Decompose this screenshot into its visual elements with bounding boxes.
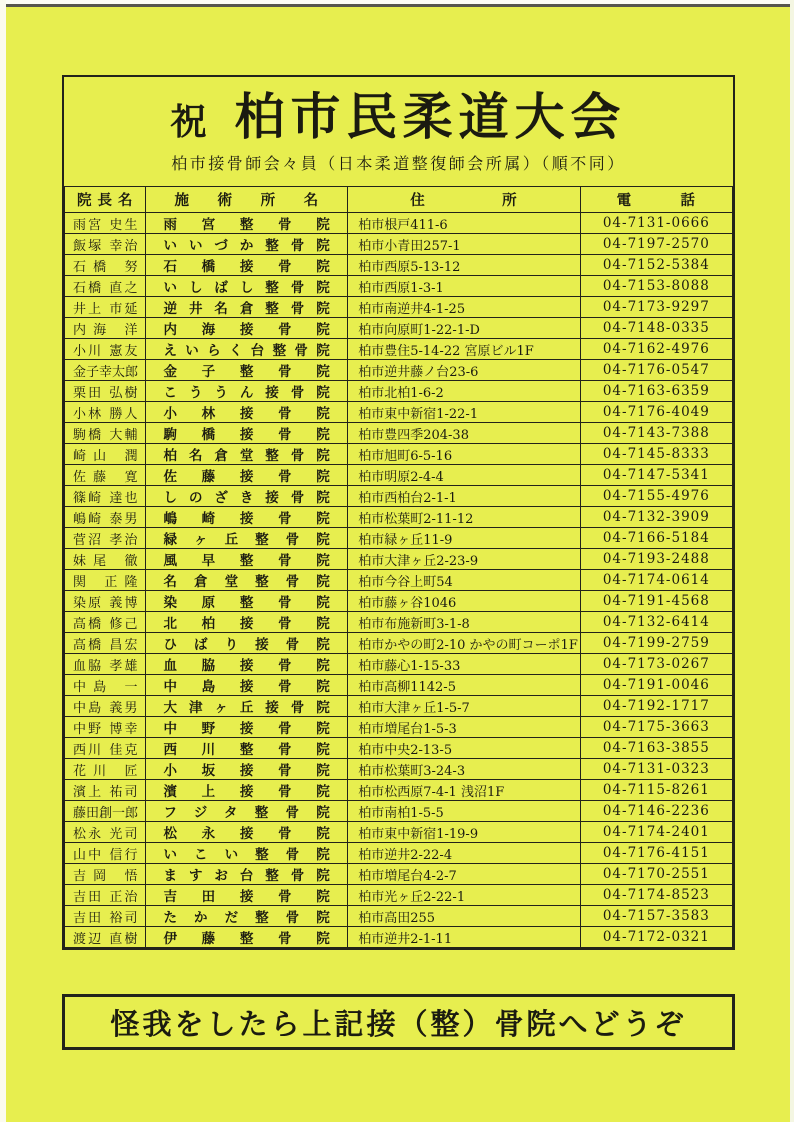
phone-cell: 04-7148-0335 [580,318,732,339]
flyer-main-box [62,75,735,950]
col-header-phone: 電話 [580,187,732,213]
clinic-cell: 中島接骨院 [146,675,348,696]
clinic-cell: 緑ヶ丘整骨院 [146,528,348,549]
table-row [65,381,733,402]
director-cell: 染原 義博 [65,591,146,612]
table-row [65,864,733,885]
clinic-cell: いしばし整骨院 [146,276,348,297]
col-header-address: 住所 [348,187,580,213]
address-cell: 柏市松葉町3-24-3 [348,759,580,780]
table-row [65,591,733,612]
phone-cell: 04-7153-8088 [580,276,732,297]
table-row [65,822,733,843]
table-row [65,318,733,339]
table-row [65,885,733,906]
director-cell: 吉田 裕司 [65,906,146,927]
director-cell: 篠崎 達也 [65,486,146,507]
director-cell: 栗田 弘樹 [65,381,146,402]
address-cell: 柏市光ヶ丘2-22-1 [348,885,580,906]
director-cell: 内海 洋 [65,318,146,339]
director-cell: 渡辺 直樹 [65,927,146,948]
clinic-cell: フジタ整骨院 [146,801,348,822]
phone-cell: 04-7174-8523 [580,885,732,906]
table-row [65,528,733,549]
phone-cell: 04-7163-6359 [580,381,732,402]
phone-cell: 04-7176-4049 [580,402,732,423]
address-cell: 柏市逆井2-22-4 [348,843,580,864]
clinic-cell: 中野接骨院 [146,717,348,738]
footer-banner: 怪我をしたら上記接（整）骨院へどうぞ [62,994,735,1050]
phone-cell: 04-7131-0323 [580,759,732,780]
clinic-cell: 佐藤接骨院 [146,465,348,486]
clinic-cell: 西川整骨院 [146,738,348,759]
phone-cell: 04-7193-2488 [580,549,732,570]
col-header-clinic: 施術所名 [146,187,348,213]
clinic-cell: しのざき接骨院 [146,486,348,507]
phone-cell: 04-7173-9297 [580,297,732,318]
address-cell: 柏市布施新町3-1-8 [348,612,580,633]
table-row [65,633,733,654]
director-cell: 駒橋 大輔 [65,423,146,444]
phone-cell: 04-7163-3855 [580,738,732,759]
address-cell: 柏市緑ヶ丘11-9 [348,528,580,549]
director-cell: 血脇 孝雄 [65,654,146,675]
clinic-cell: 逆井名倉整骨院 [146,297,348,318]
clinic-cell: 名倉堂整骨院 [146,570,348,591]
clinic-table [64,186,733,948]
address-cell: 柏市増尾台1-5-3 [348,717,580,738]
phone-cell: 04-7147-5341 [580,465,732,486]
clinic-cell: 雨宮整骨院 [146,213,348,234]
address-cell: 柏市東中新宿1-19-9 [348,822,580,843]
address-cell: 柏市松西原7-4-1 浅沼1F [348,780,580,801]
director-cell: 中野 博幸 [65,717,146,738]
address-cell: 柏市大津ヶ丘2-23-9 [348,549,580,570]
table-row [65,675,733,696]
phone-cell: 04-7115-8261 [580,780,732,801]
address-cell: 柏市根戸411-6 [348,213,580,234]
phone-cell: 04-7174-0614 [580,570,732,591]
clinic-cell: 嶋崎接骨院 [146,507,348,528]
director-cell: 高橋 修己 [65,612,146,633]
address-cell: 柏市今谷上町54 [348,570,580,591]
table-row [65,801,733,822]
phone-cell: 04-7170-2551 [580,864,732,885]
address-cell: 柏市松葉町2-11-12 [348,507,580,528]
clinic-cell: ひばり接骨院 [146,633,348,654]
table-row [65,339,733,360]
scan-edge-top [0,0,794,7]
table-row [65,402,733,423]
clinic-cell: 小坂接骨院 [146,759,348,780]
clinic-cell: こううん接骨院 [146,381,348,402]
address-cell: 柏市逆井藤ノ台23-6 [348,360,580,381]
clinic-cell: いこい整骨院 [146,843,348,864]
page-title: 柏市民柔道大会 [234,88,627,146]
clinic-cell: 駒橋接骨院 [146,423,348,444]
phone-cell: 04-7192-1717 [580,696,732,717]
phone-cell: 04-7155-4976 [580,486,732,507]
director-cell: 妹尾 徹 [65,549,146,570]
director-cell: 佐藤 寛 [65,465,146,486]
phone-cell: 04-7197-2570 [580,234,732,255]
table-row [65,654,733,675]
phone-cell: 04-7175-3663 [580,717,732,738]
clinic-cell: 小林接骨院 [146,402,348,423]
phone-cell: 04-7176-0547 [580,360,732,381]
clinic-cell: ますお台整骨院 [146,864,348,885]
table-row [65,843,733,864]
address-cell: 柏市西原5-13-12 [348,255,580,276]
clinic-cell: 内海接骨院 [146,318,348,339]
director-cell: 中島 一 [65,675,146,696]
director-cell: 菅沼 孝治 [65,528,146,549]
director-cell: 花川 匠 [65,759,146,780]
table-row [65,444,733,465]
address-cell: 柏市藤ヶ谷1046 [348,591,580,612]
table-row [65,738,733,759]
scan-edge-left [0,0,6,1122]
address-cell: 柏市北柏1-6-2 [348,381,580,402]
table-row [65,717,733,738]
table-row [65,423,733,444]
director-cell: 中島 義男 [65,696,146,717]
phone-cell: 04-7176-4151 [580,843,732,864]
table-row [65,255,733,276]
address-cell: 柏市小青田257-1 [348,234,580,255]
phone-cell: 04-7191-4568 [580,591,732,612]
director-cell: 小林 勝人 [65,402,146,423]
table-row [65,549,733,570]
table-row [65,507,733,528]
table-row [65,297,733,318]
clinic-cell: 染原整骨院 [146,591,348,612]
phone-cell: 04-7132-6414 [580,612,732,633]
title-section [64,88,733,146]
director-cell: 崎山 潤 [65,444,146,465]
table-row [65,927,733,948]
phone-cell: 04-7157-3583 [580,906,732,927]
address-cell: 柏市中央2-13-5 [348,738,580,759]
phone-cell: 04-7152-5384 [580,255,732,276]
director-cell: 雨宮 史生 [65,213,146,234]
table-row [65,759,733,780]
director-cell: 濱上 祐司 [65,780,146,801]
address-cell: 柏市西原1-3-1 [348,276,580,297]
address-cell: 柏市大津ヶ丘1-5-7 [348,696,580,717]
phone-cell: 04-7174-2401 [580,822,732,843]
director-cell: 小川 憲友 [65,339,146,360]
address-cell: 柏市明原2-4-4 [348,465,580,486]
clinic-cell: 大津ヶ丘接骨院 [146,696,348,717]
clinic-table-body [65,213,733,948]
phone-cell: 04-7143-7388 [580,423,732,444]
address-cell: 柏市東中新宿1-22-1 [348,402,580,423]
director-cell: 西川 佳克 [65,738,146,759]
table-row [65,612,733,633]
phone-cell: 04-7162-4976 [580,339,732,360]
phone-cell: 04-7131-0666 [580,213,732,234]
table-row [65,465,733,486]
clinic-cell: 柏名倉堂整骨院 [146,444,348,465]
header-row [65,187,733,213]
director-cell: 藤田創一郎 [65,801,146,822]
clinic-cell: えいらく台整骨院 [146,339,348,360]
director-cell: 石橋 努 [65,255,146,276]
address-cell: 柏市旭町6-5-16 [348,444,580,465]
clinic-cell: 血脇接骨院 [146,654,348,675]
address-cell: 柏市かやの町2-10 かやの町コーポ1F [348,633,580,654]
address-cell: 柏市高柳1142-5 [348,675,580,696]
address-cell: 柏市増尾台4-2-7 [348,864,580,885]
clinic-cell: 金子整骨院 [146,360,348,381]
address-cell: 柏市西柏台2-1-1 [348,486,580,507]
phone-cell: 04-7191-0046 [580,675,732,696]
director-cell: 山中 信行 [65,843,146,864]
clinic-cell: 石橋接骨院 [146,255,348,276]
col-header-director: 院長名 [65,187,146,213]
address-cell: 柏市豊住5-14-22 宮原ビル1F [348,339,580,360]
director-cell: 嶋崎 泰男 [65,507,146,528]
phone-cell: 04-7166-5184 [580,528,732,549]
clinic-cell: たかだ整骨院 [146,906,348,927]
address-cell: 柏市向原町1-22-1-D [348,318,580,339]
table-row [65,780,733,801]
phone-cell: 04-7199-2759 [580,633,732,654]
clinic-cell: 吉田接骨院 [146,885,348,906]
phone-cell: 04-7172-0321 [580,927,732,948]
director-cell: 井上 市延 [65,297,146,318]
clinic-table-header [65,187,733,213]
table-row [65,234,733,255]
address-cell: 柏市藤心1-15-33 [348,654,580,675]
clinic-cell: いいづか整骨院 [146,234,348,255]
table-row [65,360,733,381]
clinic-cell: 伊藤整骨院 [146,927,348,948]
director-cell: 高橋 昌宏 [65,633,146,654]
director-cell: 石橋 直之 [65,276,146,297]
celebration-mark: 祝 [170,102,209,143]
clinic-cell: 風早整骨院 [146,549,348,570]
clinic-cell: 北柏接骨院 [146,612,348,633]
table-row [65,486,733,507]
director-cell: 金子幸太郎 [65,360,146,381]
director-cell: 関 正隆 [65,570,146,591]
table-row [65,906,733,927]
phone-cell: 04-7145-8333 [580,444,732,465]
page-subtitle: 柏市接骨師会々員（日本柔道整復師会所属）（順不同） [171,154,626,173]
director-cell: 松永 光司 [65,822,146,843]
phone-cell: 04-7146-2236 [580,801,732,822]
address-cell: 柏市南柏1-5-5 [348,801,580,822]
table-row [65,570,733,591]
address-cell: 柏市逆井2-1-11 [348,927,580,948]
phone-cell: 04-7132-3909 [580,507,732,528]
director-cell: 吉岡 悟 [65,864,146,885]
director-cell: 吉田 正治 [65,885,146,906]
clinic-cell: 松永接骨院 [146,822,348,843]
clinic-cell: 濱上接骨院 [146,780,348,801]
address-cell: 柏市南逆井4-1-25 [348,297,580,318]
address-cell: 柏市高田255 [348,906,580,927]
table-row [65,213,733,234]
director-cell: 飯塚 幸治 [65,234,146,255]
scan-edge-right [790,0,794,1122]
phone-cell: 04-7173-0267 [580,654,732,675]
address-cell: 柏市豊四季204-38 [348,423,580,444]
table-row [65,276,733,297]
table-row [65,696,733,717]
